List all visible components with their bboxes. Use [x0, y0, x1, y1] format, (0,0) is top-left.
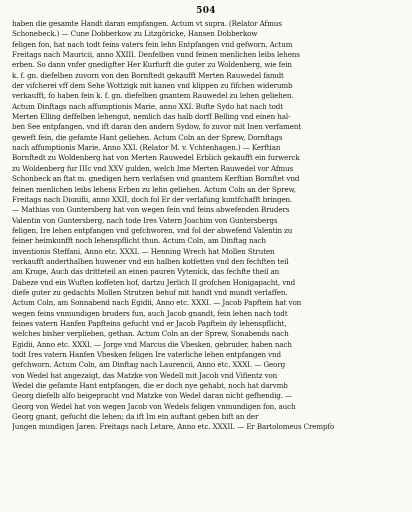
text-line: welches bisher verplieben, gethan. Actum Coln an der Sprew, Sonabends nach [12, 329, 289, 339]
text-line: zu Woldenberg fur IIIc vnd XXV gulden, welch Ime Merten Rauwedel vor Afmus [12, 163, 294, 173]
text-line: von Wedel hat angezaigt, das Matzke von Wedell mit Jacob vnd Vifientz von [12, 370, 278, 380]
text-line: Merten Elling deffelben lehengut, nemlich das halb dorff Belling vnd einen hal- [12, 112, 291, 122]
text-line: diefe guter zu gedachts Mollen Strutzen behuf mit handt vnd mundt verlaffen. [12, 287, 288, 297]
text-line: feinen menlichen leibs lehens Erben zu lehn geliehen. Actum Coln an der Sprew, [12, 184, 296, 194]
text-line: todt Ires vatern Hanfen Vbesken feligen Ire vaterliche lehen entpfangen vnd [12, 350, 281, 359]
text-line: der vifcherei vff dem Sehe Wottzigk mit kanen vnd klippen zu fifchen widerumb [12, 81, 293, 91]
text-line: Georg von Wedel hat von wegen Jacob von Wedels feligen vnmundigen fon, auch [12, 401, 296, 411]
page-number: 504 [196, 6, 216, 16]
text-line: feiner heimkunfft noch lehenspflicht thun. Actum Coln, am Dinftag nach [12, 236, 266, 246]
text-line: Actum Coln, am Sonnabend nach Egidii, Anno etc. XXXI. — Jacob Papftein hat von [12, 298, 302, 308]
text-line: Wedel die gefamte Hant entpfangen, die er doch nye gehabt, noch hat darvmb [12, 381, 288, 391]
text-line: inventionis Steffani, Anno etc. XXXI. — Henning Wrech hat Mollen Struten [12, 246, 275, 256]
text-line: Egidii, Anno etc. XXXI. — Jorge vnd Marcus die Vbesken, gebruder, haben nach [12, 339, 292, 349]
text-line: Valentin von Guntersberg, nach tode Ires Vatern Joachim von Guntersbergs [12, 215, 278, 225]
text-line: Georg diefelb alfo beigepracht vnd Matzke von Wedel daran nicht gefhendig. — [12, 391, 293, 401]
text-line: nach affumptionis Marie, Anno XXI. (Relator M. v. Vchtenhagen.) — Kerftian [12, 143, 281, 153]
text-line: ben See entpfangen, vnd ift daran den andern Sydow, fo zuvor mit Inen verfament [12, 122, 301, 132]
text-line: haben die gesamte Handt daran empfangen. Actum vt supra. (Relator Afmus [12, 19, 282, 28]
text-line: verkaufft, fo haben fein k. f. gn. diefelben gnantem Rauwedel zu lehen geliehen. [12, 91, 294, 101]
text-line: feines vatern Hanfen Papfteins gefucht vnd er Jacob Papftein dy lehenspflicht, [12, 318, 287, 328]
text-line: verkaufft anderthalben huwener vnd ein halben kotfetten vnd den fechften teil [12, 256, 289, 266]
text-line: k. f. gn. diefelben zuvorn von den Bornftedt gekaufft Merten Rauwedel famdt [12, 70, 284, 80]
body-text [12, 19, 404, 433]
text-line: feligen, Ire lehen entpfangen vnd gefchworen, vnd fol der abwefend Valentin zu [12, 225, 293, 235]
text-line: Schonbeck an ftat m. gnedigen hern verlafsen vnd gnantem Kerftian Bornftet vnd [12, 174, 300, 184]
text-line: geweft fein, die gefamte Hant geliehen. Actum Coln an der Sprew, Dornftags [12, 132, 283, 142]
text-line: — Mathias von Guntersberg hat von wegen fein vnd feins abwefenden Bruders [12, 205, 290, 215]
text-line: Freitags nach Mauricii, anno XXIII. Denfelben vnnd feinen menlichen leibs lehens [12, 50, 300, 60]
text-line: Actum Dinftags nach affumptionis Marie, anno XXI. Bufte Sydo hat nach todt [12, 101, 283, 111]
text-line: Georg gnant, gefucht die lehen; da ift Im ein auftant geben bift an der [12, 412, 259, 422]
text-line: Schonebeck.) — Cune Dobberkow zu Litzgöricke, Hansen Dobberkow [12, 29, 258, 39]
text-line: Jungen mundigen Jaren. Freitags nach Letare, Anno etc. XXXII. — Er Bartolomeus Crempfo [12, 422, 335, 432]
text-line: Bornftedt zu Woldenberg hat von Merten Rauwedel Erblich gekaufft ein furwerck [12, 153, 300, 163]
text-line: Freitags nach Dionifii, anno XXII, doch fol Er der verlafung kuntfchafft bringen. [12, 194, 293, 204]
text-line: feligen fon, hat nach todt feins vaters fein lehn Entpfangen vnd gefworn. Actum [12, 39, 293, 49]
text-line: am Kruge, Auch das dritteteil an einen pauren Vytenick, das fechfte theil an [12, 267, 280, 277]
text-line: gefchworn. Actum Coln, am Dinftag nach Laurencii, Anno etc. XXXI. — Georg [12, 360, 286, 370]
text-line: wegen feins vnmundigen bruders fun, auch Jacob gnandt, fein lehen nach todt [12, 308, 288, 318]
text-line: Dabeze vnd ein Wuften koffeten hof, dartzu Jerlich II grofchen Honigapacht, vnd [12, 277, 296, 287]
text-line: erben. So dann vnfer gnedigfter Her Kurfurft die guter zu Woldenberg, wie fein [12, 60, 292, 70]
